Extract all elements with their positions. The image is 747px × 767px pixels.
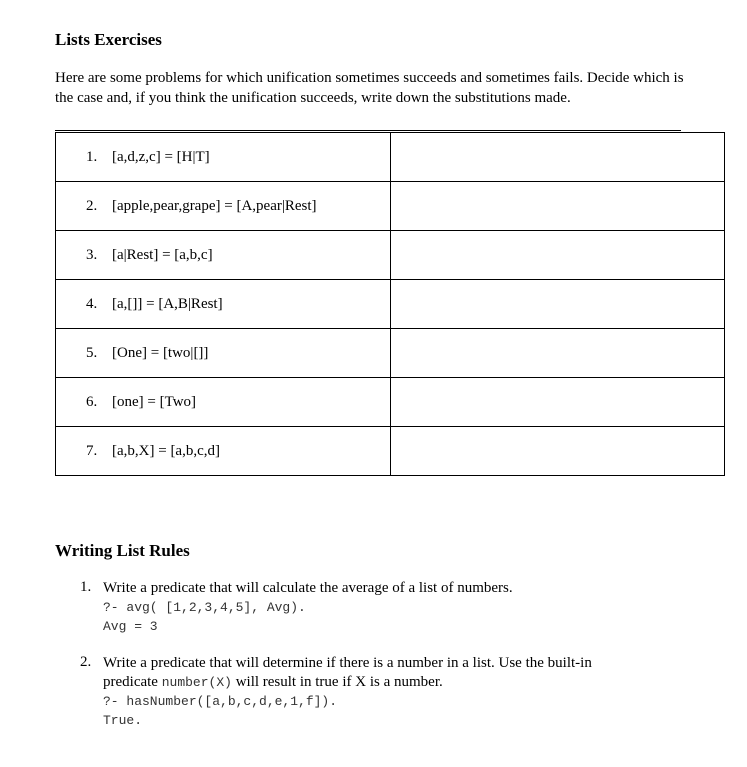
table-row bbox=[56, 329, 725, 378]
question-text: [apple,pear,grape] = [A,pear|Rest] bbox=[112, 197, 317, 214]
rule-body bbox=[103, 579, 680, 636]
table-row bbox=[56, 427, 725, 476]
question-number: 2. bbox=[86, 197, 98, 214]
section-title-writing-list-rules: Writing List Rules bbox=[55, 541, 190, 560]
table-row bbox=[56, 280, 725, 329]
table-row bbox=[56, 378, 725, 427]
question-number: 6. bbox=[86, 393, 98, 410]
question-text: [One] = [two|[]] bbox=[112, 344, 209, 361]
list-item bbox=[80, 654, 680, 730]
answer-cell[interactable] bbox=[391, 231, 725, 280]
code-result: True. bbox=[103, 713, 143, 728]
list-item bbox=[80, 579, 680, 636]
rule-body bbox=[103, 654, 680, 730]
rule-text: Write a predicate that will calculate the average of a list of numbers. bbox=[103, 580, 513, 596]
table-row bbox=[56, 182, 725, 231]
intro-paragraph: Here are some problems for which unification sometimes succeeds and sometimes fails. Decide which is the case and, if you think the unification succeeds, write down the substitutions made. bbox=[55, 70, 684, 106]
rule-text-part: will result in true if X is a number. bbox=[231, 674, 443, 690]
question-number: 1. bbox=[86, 148, 98, 165]
question-cell bbox=[56, 182, 391, 231]
exercise-table bbox=[55, 132, 725, 476]
inline-code: number(X) bbox=[161, 675, 232, 690]
rule-text-part: predicate bbox=[103, 674, 162, 690]
table-row bbox=[56, 133, 725, 182]
question-cell bbox=[56, 231, 391, 280]
question-number: 4. bbox=[86, 295, 98, 312]
question-cell bbox=[56, 280, 391, 329]
code-query: ?- avg( [1,2,3,4,5], Avg). bbox=[103, 600, 306, 615]
answer-cell[interactable] bbox=[391, 427, 725, 476]
answer-cell[interactable] bbox=[391, 378, 725, 427]
question-text: [a,d,z,c] = [H|T] bbox=[112, 148, 210, 165]
question-cell bbox=[56, 427, 391, 476]
question-text: [one] = [Two] bbox=[112, 393, 197, 410]
rule-text: Write a predicate that will determine if there is a number in a list. Use the built-in bbox=[103, 655, 592, 671]
table-top-rule bbox=[55, 130, 681, 131]
rule-text-continued bbox=[103, 673, 680, 692]
rule-number: 1. bbox=[80, 579, 92, 595]
answer-cell[interactable] bbox=[391, 182, 725, 231]
section-title-lists-exercises: Lists Exercises bbox=[55, 30, 162, 49]
table-row bbox=[56, 231, 725, 280]
question-cell bbox=[56, 378, 391, 427]
question-text: [a,b,X] = [a,b,c,d] bbox=[112, 442, 220, 459]
question-text: [a,[]] = [A,B|Rest] bbox=[112, 295, 223, 312]
answer-cell[interactable] bbox=[391, 329, 725, 378]
rule-number: 2. bbox=[80, 654, 92, 670]
rules-list bbox=[80, 579, 680, 730]
question-cell bbox=[56, 329, 391, 378]
answer-cell[interactable] bbox=[391, 280, 725, 329]
question-number: 5. bbox=[86, 344, 98, 361]
question-number: 7. bbox=[86, 442, 98, 459]
question-text: [a|Rest] = [a,b,c] bbox=[112, 246, 213, 263]
question-number: 3. bbox=[86, 246, 98, 263]
code-result: Avg = 3 bbox=[103, 619, 158, 634]
question-cell bbox=[56, 133, 391, 182]
answer-cell[interactable] bbox=[391, 133, 725, 182]
code-query: ?- hasNumber([a,b,c,d,e,1,f]). bbox=[103, 694, 338, 709]
